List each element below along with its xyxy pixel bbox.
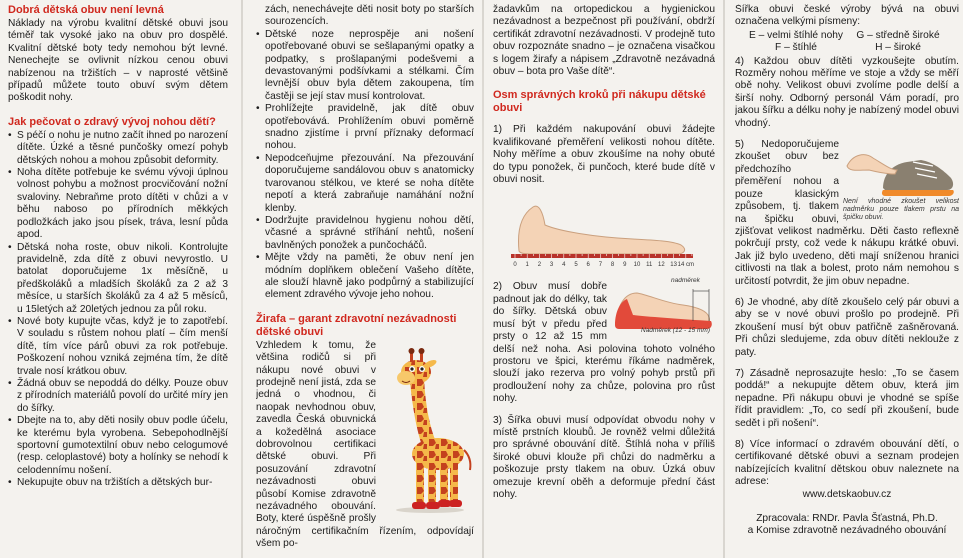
list-item: • Nové boty kupujte včas, když je to zapotřebí. V souladu s růstem nohou platí – čím menší dítě, tím více párů obuvi za rok potřebuje. Poškození nohou vzniká zejména tím, že dítě trvale nosí krátkou obuv.	[8, 316, 228, 378]
list-item: • S péčí o nohu je nutno začít ihned po narození dítěte. Úzké a těsné punčošky omezí pohyb dětských nohou a mohou způsobit deformity.	[8, 130, 228, 167]
width-g: G – středně široké	[856, 29, 940, 41]
care-list	[8, 130, 228, 490]
fold-line	[241, 0, 243, 558]
ruler-label: 0	[513, 262, 517, 269]
website-url: www.detskaobuv.cz	[802, 488, 892, 500]
column-3	[493, 4, 715, 558]
foot-measure-illustration	[503, 191, 699, 269]
step-1: 1) Při každém nakupování obuvi žádejte kvalifikované přeměření velikosti nohou dítěte. Nohy měříme a obuv zkoušíme na nohy obuté do typu ponožek, či punčoch, které bude dítě v obuvi nosit.	[493, 124, 715, 186]
ruler-label: 3	[549, 262, 554, 269]
column-2	[256, 4, 474, 558]
fold-line	[482, 0, 484, 558]
heading-good-shoes: Dobrá dětská obuv není levná	[8, 4, 164, 16]
shoe-gap-illustration	[611, 275, 715, 333]
ruler-label: 4	[562, 262, 566, 269]
credits	[735, 513, 959, 538]
width-f: F – štíhlé	[775, 42, 817, 54]
list-item: • Nepodceňujme přezouvání. Na přezouvání doporučujeme sandálovou obuv s anatomicky tvarovanou stélkou, ve které se noha dítěte nepotí a která zabraňuje namáhání nožní klenby.	[256, 153, 474, 215]
shoe-caption: Není vhodné zkoušet velikost nadměrku pouze tlakem prstu na špičku obuvi.	[843, 198, 959, 222]
credit-author: Zpracovala: RNDr. Pavla Šťastná, Ph.D.	[756, 513, 938, 525]
ruler-label: 11	[646, 262, 653, 269]
shoe-press-illustration	[843, 144, 959, 222]
list-item: • Žádná obuv se nepoddá do délky. Pouze obuv z přírodních materiálů povolí do určité míry jen do šířky.	[8, 378, 228, 415]
column-1	[8, 4, 228, 558]
ruler-label: 9	[623, 262, 627, 269]
step-4: 4) Každou obuv dítěti vyzkoušejte obutím. Rozměry nohou měříme ve stoje a vždy se měří obě nohy. Velikost obuvi zvolíme podle delší a širší nohy. Odborný personál Vám poradí, pro jakou šířku a délku nohy je nabízený model obuvi vhodný.	[735, 55, 959, 129]
heading-care: Jak pečovat o zdravý vývoj nohou dětí?	[8, 115, 216, 128]
paragraph-continued: žadavkům na ortopedickou a hygienickou nezávadnost a bezpečnost při používání, obdrží certifikát zdravotní nezávadnosti. V prodejně tuto obuv rozpoznáte snadno – je označena visačkou s logem žirafy a nápisem „Zdravotně nezávadná obuv – bota pro Vaše dítě“.	[493, 4, 715, 78]
list-item: • Dodržujte pravidelnou hygienu nohou dětí, včasné a správné stříhání nehtů, nošení bavlněných ponožek a punčocháčů.	[256, 215, 474, 252]
list-item: • Dětské noze neprospěje ani nošení opotřebované obuvi se sešlapanými opatky a podpatky, s prošlapanými podešvemi a devastovanými podšívkami a stélkami. Čím levnější obuv byla dětem zakoupena, tím častěji se její stav musí kontrolovat.	[256, 29, 474, 103]
list-item: • Dětská noha roste, obuv nikoli. Kontrolujte pravidelně, zda dítě z obuvi nevyrostlo. U batolat doporučujeme 1x měsíčně, u předškoláků a mladších školáků za 2 až 3 měsíce, u starších školáků za 4 až 5 měsíců, u 15letých až 20letých jednou za půl roku.	[8, 242, 228, 316]
paragraph-intro: Náklady na výrobu kvalitní dětské obuvi jsou téměř tak vysoké jako na obuv pro dospělé. Kvalitní dětské boty tedy nemohou být levné. Nenechejte se ovlivnit nízkou cenou obuvi nabízenou na tržištích – v naprosté většině případů můžete touto obuví svým dětem poškodit nohy.	[8, 18, 228, 104]
care-list-continued	[256, 29, 474, 302]
nadmerek-label: nadměrek	[671, 277, 700, 285]
ruler-label: 7	[598, 262, 603, 269]
fold-line	[723, 0, 725, 558]
width-h: H – široké	[875, 42, 921, 54]
heading-eight-steps: Osm správných kroků při nákupu dětské obuvi	[493, 89, 706, 115]
nadmerek-caption: Nadměrek (12 - 15 mm)	[641, 327, 710, 335]
ruler-label: 8	[610, 262, 615, 269]
step-3: 3) Šířka obuvi musí odpovídat obvodu nohy v místě prstních kloubů. Je rovněž velmi důležitá pro správné obouvání dítě. Štíhlá noha v příliš široké obuvi klouže při chůzi do nadměrku a poškozuje prsty tlakem na obuv. Úzká obuv omezuje krevní oběh a deformuje přední část nohy.	[493, 414, 715, 500]
ruler-label: 5	[574, 262, 578, 269]
column-4	[735, 4, 959, 558]
step-6: 6) Je vhodné, aby dítě zkoušelo celý pár obuvi a aby se v nové obuvi prošlo po prodejně. Při zkoušení musí být obuv patřičně zašněrovaná. Při chůzi sledujeme, zda obuv dítěti neklouže z paty.	[735, 296, 959, 358]
list-item: • Nekupujte obuv na tržištích a dětských bur-	[8, 477, 228, 489]
ruler-label: 6	[586, 262, 590, 269]
ruler-label: 1	[525, 262, 529, 269]
giraffe-illustration	[380, 342, 474, 514]
paragraph-giraffe: Vzhledem k tomu, že většina rodičů si při nákupu nové obuvi v prodejně není jistá, zda se jedná o vhodnou, či naopak nevhodnou obuv, zavedla Česká obuvnická a kožedělná asociace dobrovolnou certifikaci dětské obuvi. Při posuzování zdravotní nezávadnosti obuvi působí Komise zdravotně nezávadného obouvání. Boty, které úspěšně prošly náročným certifikačním řízením, odpovídají všem po-	[256, 339, 474, 550]
step-2: 2) Obuv musí dobře padnout jak do délky, tak do šířky. Dětská obuv musí být v předu před prsty o 12 až 15 mm delší než noha. Asi polovina tohoto volného prostoru ve špici, kterému říkáme nadměrek, slouží jako rezerva pro volný pohyb prstů při prodloužení nohy za chůze, polovina pro růst nohy.	[493, 281, 715, 405]
list-item: • Noha dítěte potřebuje ke svému vývoji úplnou volnost pohybu a možnost procvičování nožní svaloviny. Nebraňme proto dítěti v chůzi a v běhu naboso po přírodních měkkých podložkách jako jsou písek, tráva, lesní půda apod.	[8, 167, 228, 241]
paragraph-continued: zách, nenechávejte děti nosit boty po starších sourozencích.	[265, 4, 474, 28]
step-7: 7) Zásadně neprosazujte heslo: „To se časem poddá!“ a nekupujte dětem obuv, která jim nepadne. Při nákupu obuvi je vhodné se spíše řídit pravidlem: „To, co sedí při zkoušení, bude sedět i při nošení“.	[735, 367, 959, 429]
width-e: E – velmi štíhlé nohy	[749, 29, 843, 41]
heading-giraffe: Žirafa – garant zdravotní nezávadnosti dětské obuvi	[256, 312, 457, 338]
list-item: • Mějte vždy na paměti, že obuv není jen módním doplňkem oblečení Vašeho dítěte, ale slouží hlavně jako podpůrný a stabilizující element zdravého vývoje jeho nohou.	[256, 252, 474, 302]
paragraph-widths: Šířka obuvi české výroby bývá na obuvi označena velkými písmeny:	[735, 4, 959, 28]
ruler-label: 2	[537, 262, 542, 269]
ruler-label: 13	[670, 262, 677, 269]
ruler-label: 14 cm	[677, 262, 694, 269]
step-8: 8) Více informací o zdravém obouvání dětí, o certifikované dětské obuvi a seznam prodejen nabízejících kvalitní dětskou obuv naleznete na adrese:	[735, 439, 959, 488]
step-5: 5) Nedoporučujeme zkoušet obuv bez předchozího přeměření nohou a pouze klasickým způsobem, tj. tlakem na špičku obuvi, zjišťovat velikost nadměrku. Děti často reflexně pokrčují prsty, což vede k nákupu krátké obuvi. Jak již bylo uvedeno, děti mají sníženou hranici citlivosti na tlak a bolest, proto nám nemohou s určitostí potvrdit, že jim obuv nepadne.	[735, 139, 959, 287]
ruler-label: 12	[658, 262, 665, 269]
list-item: • Prohlížejte pravidelně, jak dítě obuv opotřebovává. Prohlížením obuvi poměrně snadno zjistíme i první příznaky deformací nohou.	[256, 103, 474, 153]
width-letters	[735, 30, 959, 55]
credit-commission: a Komise zdravotně nezávadného obouvání	[747, 525, 947, 537]
ruler-label: 10	[633, 262, 641, 269]
list-item: • Dbejte na to, aby děti nosily obuv podle účelu, ke kterému byla vyrobena. Sebepohodlnější sportovní gumotextilní obuv nebo celogumové (resp. celoplastové) boty a holínky se nehodí k celodennímu nošení.	[8, 415, 228, 477]
